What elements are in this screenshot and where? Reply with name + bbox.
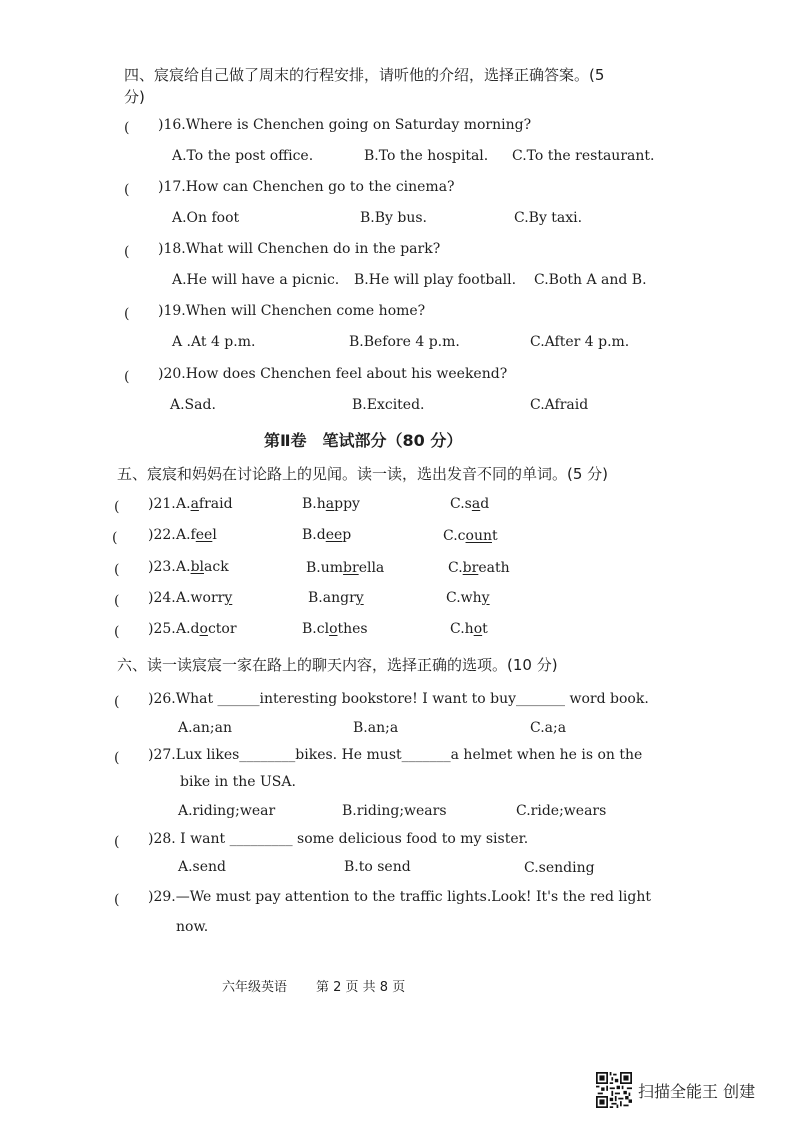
underlined-letters: ee <box>325 527 343 543</box>
answer-paren: ( <box>124 306 130 322</box>
answer-paren: ( <box>114 694 120 710</box>
option-a: A.send <box>178 859 227 875</box>
option-a: A.black <box>176 559 229 575</box>
answer-paren: ( <box>114 624 120 640</box>
option-a: A.On foot <box>172 210 240 226</box>
answer-paren: ( <box>124 120 130 136</box>
footer-subject: 六年级英语 <box>222 980 288 995</box>
answer-paren: ( <box>114 834 120 850</box>
option-a: A.doctor <box>176 621 237 637</box>
question-stem: )17.How can Chenchen go to the cinema? <box>158 179 455 195</box>
answer-paren: ( <box>114 562 120 578</box>
option-a: A.He will have a picnic. <box>172 272 340 288</box>
option-c: C.Both A and B. <box>534 272 647 288</box>
option-b: B.deep <box>302 527 352 543</box>
underlined-letters: a <box>471 496 481 512</box>
option-a: A.Sad. <box>170 397 216 413</box>
option-a: A.an;an <box>178 720 233 736</box>
part2-title: 第Ⅱ卷 笔试部分（80 分） <box>264 431 463 450</box>
question-stem: )16.Where is Chenchen going on Saturday morning? <box>158 117 532 133</box>
answer-paren: ( <box>124 182 130 198</box>
option-c: C.count <box>443 528 498 544</box>
option-c: C.sad <box>450 496 490 512</box>
question-stem: )23. <box>148 559 176 575</box>
option-a: A.afraid <box>176 496 233 512</box>
option-c: C.why <box>446 590 490 606</box>
option-c: C.hot <box>450 621 488 637</box>
option-b: B.riding;wears <box>342 803 447 819</box>
option-b: B.clothes <box>302 621 368 637</box>
question-stem: )18.What will Chenchen do in the park? <box>158 241 441 257</box>
scanner-watermark-text: 扫描全能王 创建 <box>638 1082 756 1101</box>
option-b: B.to send <box>344 859 411 875</box>
option-b: B.By bus. <box>360 210 427 226</box>
question-stem: )24. <box>148 590 176 606</box>
answer-paren: ( <box>114 750 120 766</box>
answer-paren: ( <box>112 530 118 546</box>
underlined-letters: y <box>481 590 490 606</box>
answer-paren: ( <box>114 892 120 908</box>
answer-paren: ( <box>114 499 120 515</box>
answer-paren: ( <box>124 244 130 260</box>
underlined-letters: oun <box>465 528 492 544</box>
option-a: A.To the post office. <box>172 148 314 164</box>
qr-code-icon <box>596 1072 632 1108</box>
underlined-letters: o <box>329 621 338 637</box>
option-b: B.Before 4 p.m. <box>349 334 460 350</box>
option-c: C.After 4 p.m. <box>530 334 630 350</box>
option-a: A.worry <box>176 590 233 606</box>
option-c: C.sending <box>524 860 595 876</box>
option-c: C.ride;wears <box>516 803 607 819</box>
answer-paren: ( <box>114 593 120 609</box>
answer-paren: ( <box>124 369 130 385</box>
question-stem: )25. <box>148 621 176 637</box>
option-b: B.an;a <box>353 720 399 736</box>
question-stem-cont: now. <box>176 919 209 935</box>
underlined-letters: y <box>355 590 364 606</box>
footer-page-number: 第 2 页 共 8 页 <box>316 980 406 995</box>
question-stem: )29.—We must pay attention to the traffic lights.Look! It's the red light <box>148 889 651 905</box>
question-stem: )27.Lux likes________bikes. He must_______a helmet when he is on the <box>148 747 643 763</box>
option-c: C.By taxi. <box>514 210 583 226</box>
option-b: B.umbrella <box>306 560 385 576</box>
question-stem: )20.How does Chenchen feel about his weekend? <box>158 366 508 382</box>
underlined-letters: br <box>343 560 359 576</box>
section5-heading: 五、宸宸和妈妈在讨论路上的见闻。读一读，选出发音不同的单词。(5 分) <box>117 465 609 483</box>
section4-heading: 四、宸宸给自己做了周末的行程安排，请听他的介绍，选择正确答案。(5 <box>124 66 605 84</box>
option-c: C.To the restaurant. <box>512 148 655 164</box>
underlined-letters: bl <box>190 559 205 575</box>
option-a: A.riding;wear <box>178 803 276 819</box>
underlined-letters: o <box>199 621 208 637</box>
option-a: A .At 4 p.m. <box>172 334 256 350</box>
option-c: C.Afraid <box>530 397 589 413</box>
question-stem: )19.When will Chenchen come home? <box>158 303 426 319</box>
underlined-letters: br <box>462 560 479 576</box>
section6-heading: 六、读一读宸宸一家在路上的聊天内容，选择正确的选项。(10 分) <box>117 656 558 674</box>
question-stem: )22. <box>148 527 176 543</box>
option-b: B.He will play football. <box>354 272 517 288</box>
question-stem: )26.What ______interesting bookstore! I want to buy_______ word book. <box>148 691 649 707</box>
option-b: B.happy <box>302 496 360 512</box>
underlined-letters: a <box>190 496 199 512</box>
option-c: C.a;a <box>530 720 567 736</box>
option-a: A.feel <box>176 527 217 543</box>
underlined-letters: a <box>325 496 335 512</box>
underlined-letters: o <box>473 621 483 637</box>
question-stem: )28. I want _________ some delicious food to my sister. <box>148 831 529 847</box>
question-stem-cont: bike in the USA. <box>180 774 296 790</box>
option-b: B.To the hospital. <box>364 148 489 164</box>
underlined-letters: ee <box>195 527 213 543</box>
option-b: B.angry <box>308 590 364 606</box>
option-b: B.Excited. <box>352 397 425 413</box>
underlined-letters: y <box>224 590 233 606</box>
section4-heading-cont: 分) <box>124 88 145 106</box>
question-stem: )21. <box>148 496 176 512</box>
option-c: C.breath <box>448 560 510 576</box>
